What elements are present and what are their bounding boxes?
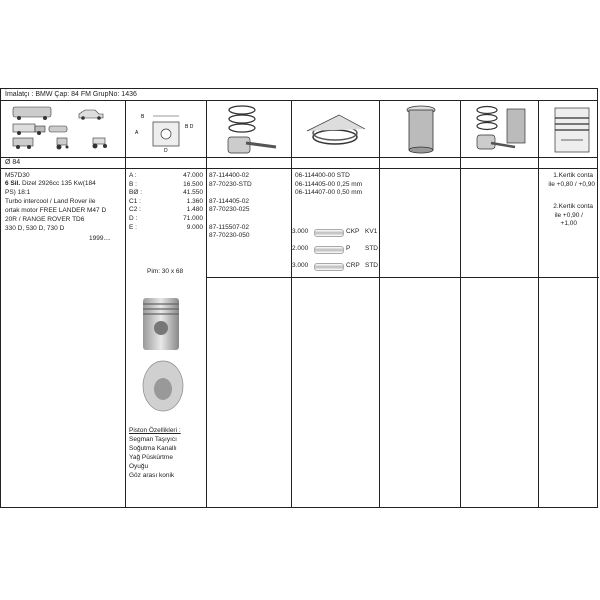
note-2b: ile +0,90 / (554, 211, 583, 219)
dimension-label: B : (129, 180, 137, 188)
engine-year: 1999.... (89, 235, 111, 242)
dimension-value: 16.500 (183, 180, 203, 188)
col-divider-1 (125, 101, 126, 508)
engine-desc-1: Turbo intercool / Land Rover ile (5, 198, 96, 205)
cylinder-liner-icon (396, 104, 446, 156)
engine-spec: Dizel 2926cc 135 Kw(184 (22, 180, 96, 187)
svg-text:A: A (135, 130, 139, 136)
col-divider-2 (206, 101, 207, 508)
engine-ps: PS) 18:1 (5, 189, 31, 196)
col-divider-4 (379, 101, 380, 508)
piston-feature-4: Oyuğu (129, 463, 149, 470)
dimension-value: 1.480 (186, 206, 203, 214)
catalog-sheet (0, 88, 598, 508)
piston-feature-1: Segman Taşıyıcı (129, 436, 177, 443)
piston-code: 87-70230-025 (209, 206, 250, 214)
piston-features-title: Piston Özellikleri : (129, 427, 181, 434)
col-divider-5 (460, 101, 461, 508)
col-divider-3 (291, 101, 292, 508)
note-2a: 2.Kertik conta (553, 203, 593, 210)
ring-finish: STD (365, 262, 378, 269)
ring-code-3: 06-114407-00 0,50 mm (295, 189, 363, 197)
piston-feature-2: Soğutma Kanallı (129, 445, 177, 452)
row-divider (206, 277, 599, 278)
piston-code: 87-114400-02 (209, 172, 249, 179)
dimension-label: C2 : (129, 206, 141, 214)
ring-code-2: 06-114405-00 0,25 mm (295, 180, 363, 188)
note-1a: 1.Kertik conta (553, 172, 593, 179)
rings-piston-icon (216, 103, 286, 157)
svg-text:B D: B D (185, 124, 194, 130)
diameter-row (1, 157, 597, 169)
dimension-value: 41.550 (183, 189, 203, 197)
engine-spec-line (5, 180, 96, 189)
ring-profile-icon (314, 246, 344, 254)
ring-finish: STD (365, 245, 378, 252)
ring-type: CKP (346, 228, 360, 235)
ring-type: P (346, 245, 351, 252)
ring-code-1: 06-114400-00 STD (295, 172, 350, 179)
engine-desc-2: ortak motor FREE LANDER M47 D (5, 207, 107, 214)
piston-code: 87-70230-STD (209, 180, 252, 188)
piston-code: 87-114405-02 (209, 197, 249, 205)
dimension-label: A : (129, 172, 137, 179)
vehicles-icon (9, 104, 119, 154)
svg-text:B: B (141, 114, 145, 120)
piston-code: 87-70230-050 (209, 232, 250, 240)
ring-size: 2.000 (292, 245, 309, 252)
ring-type: CRP (346, 262, 360, 269)
engine-models: 330 D, 530 D, 730 D (5, 225, 65, 232)
engine-cylinders: 6 Sil. (5, 180, 21, 187)
engine-desc-3: 20R / RANGE ROVER TD6 (5, 216, 85, 223)
dimension-label: E : (129, 223, 137, 231)
piston-code: 87-115507-02 (209, 223, 249, 231)
engine-code: M57D30 (5, 172, 30, 179)
piston-dimension-icon (131, 104, 203, 154)
dimension-value: 47.000 (183, 172, 203, 179)
ring-size: 3.000 (292, 228, 309, 235)
dimension-value: 71.000 (183, 215, 203, 222)
ring-profile-icon (314, 263, 344, 271)
dimension-label: D : (129, 215, 138, 222)
ring-set-icon (299, 109, 371, 153)
cross-section-icon (549, 104, 595, 156)
dimension-value: 1.360 (186, 197, 203, 205)
dimension-label: C1 : (129, 197, 141, 205)
dimension-value: 9.000 (186, 223, 203, 231)
note-1b: ile +0,80 / +0,90 (548, 180, 595, 188)
pin-size: Pim: 30 x 68 (147, 268, 184, 275)
icon-row (1, 101, 597, 158)
full-kit-icon (471, 103, 533, 157)
dimension-label: BØ : (129, 189, 143, 197)
ring-profile-icon (314, 229, 344, 237)
col-divider-6 (538, 101, 539, 508)
piston-side-image (137, 294, 185, 359)
note-2c: +1,00 (560, 220, 577, 228)
ring-size: 3.000 (292, 262, 309, 269)
svg-text:D: D (164, 148, 168, 154)
manufacturer-header: İmalatçı : BMW Çap: 84 FM GrupNo: 1436 (1, 89, 597, 101)
diameter-symbol: Ø (5, 159, 11, 166)
ring-finish: KV1 (365, 228, 378, 235)
piston-top-image (141, 359, 185, 418)
piston-feature-5: Göz arası konik (129, 472, 175, 479)
piston-feature-3: Yağ Püskürtme (129, 454, 173, 461)
diameter-value: 84 (12, 159, 21, 166)
